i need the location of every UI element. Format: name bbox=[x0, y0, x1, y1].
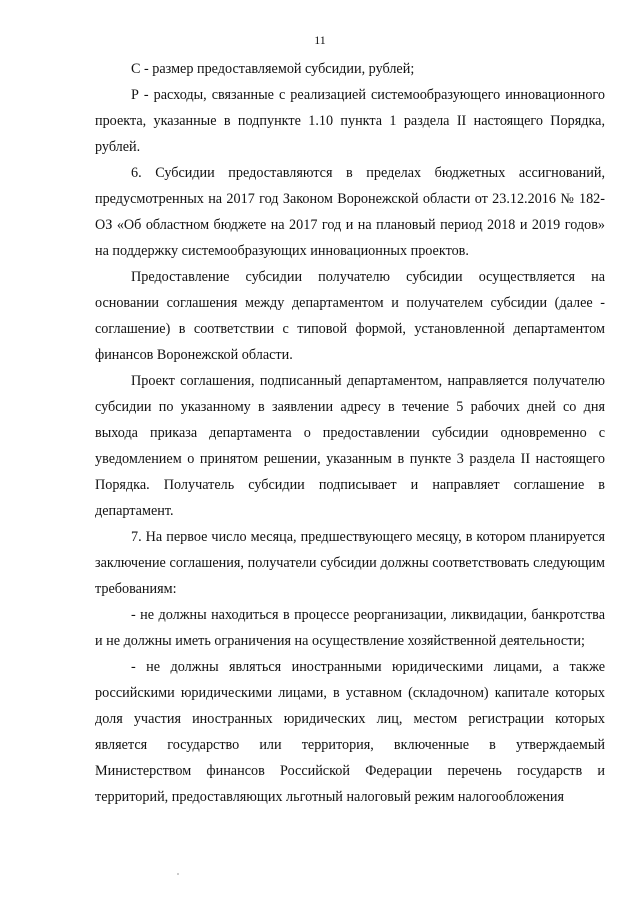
paragraph-agreement-basis: Предоставление субсидии получателю субсидии осуществляется на основании соглашения между департаментом и получателем субсидии (далее - соглашение) в соответствии с типовой формой, установленной департаментом финансов Воронежской области. bbox=[95, 269, 605, 363]
paragraph-agreement-draft: Проект соглашения, подписанный департаментом, направляется получателю субсидии по указанному в заявлении адресу в течение 5 рабочих дней со дня выхода приказа департамента о предоставлении субсидии одновременно с уведомлением о принятом решении, указанным в пункте 3 раздела II настоящего Порядка. Получатель субсидии подписывает и направляет соглашение в департамент. bbox=[95, 373, 605, 519]
page-number: 11 bbox=[314, 33, 326, 47]
paragraph-subsidy-size: С - размер предоставляемой субсидии, рублей; bbox=[131, 61, 415, 77]
paragraph-item-6: 6. Субсидии предоставляются в пределах бюджетных ассигнований, предусмотренных на 2017 год Законом Воронежской области от 23.12.2016 № 182-ОЗ «Об областном бюджете на 2017 год и на плановый период 2018 и 2019 годов» на поддержку системообразующих инновационных проектов. bbox=[95, 165, 605, 259]
list-item-no-reorganization: - не должны находиться в процессе реорганизации, ликвидации, банкротства и не должны иметь ограничения на осуществление хозяйственной деятельности; bbox=[95, 607, 605, 649]
document-body bbox=[95, 56, 605, 810]
paragraph-item-7: 7. На первое число месяца, предшествующего месяцу, в котором планируется заключение соглашения, получатели субсидии должны соответствовать следующим требованиям: bbox=[95, 529, 605, 597]
paragraph-expenses: Р - расходы, связанные с реализацией системообразующего инновационного проекта, указанные в подпункте 1.10 пункта 1 раздела II настоящего Порядка, рублей. bbox=[95, 87, 605, 155]
list-item-not-foreign-entity: - не должны являться иностранными юридическими лицами, а также российскими юридическими лицами, в уставном (складочном) капитале которых доля участия иностранных юридических лиц, местом регистрации которых является государство или территория, включенные в утверждаемый Министерством финансов Российской Федерации перечень государств и территорий, предоставляющих льготный налоговый режим налогообложения bbox=[95, 659, 605, 805]
scan-speck bbox=[177, 873, 179, 875]
